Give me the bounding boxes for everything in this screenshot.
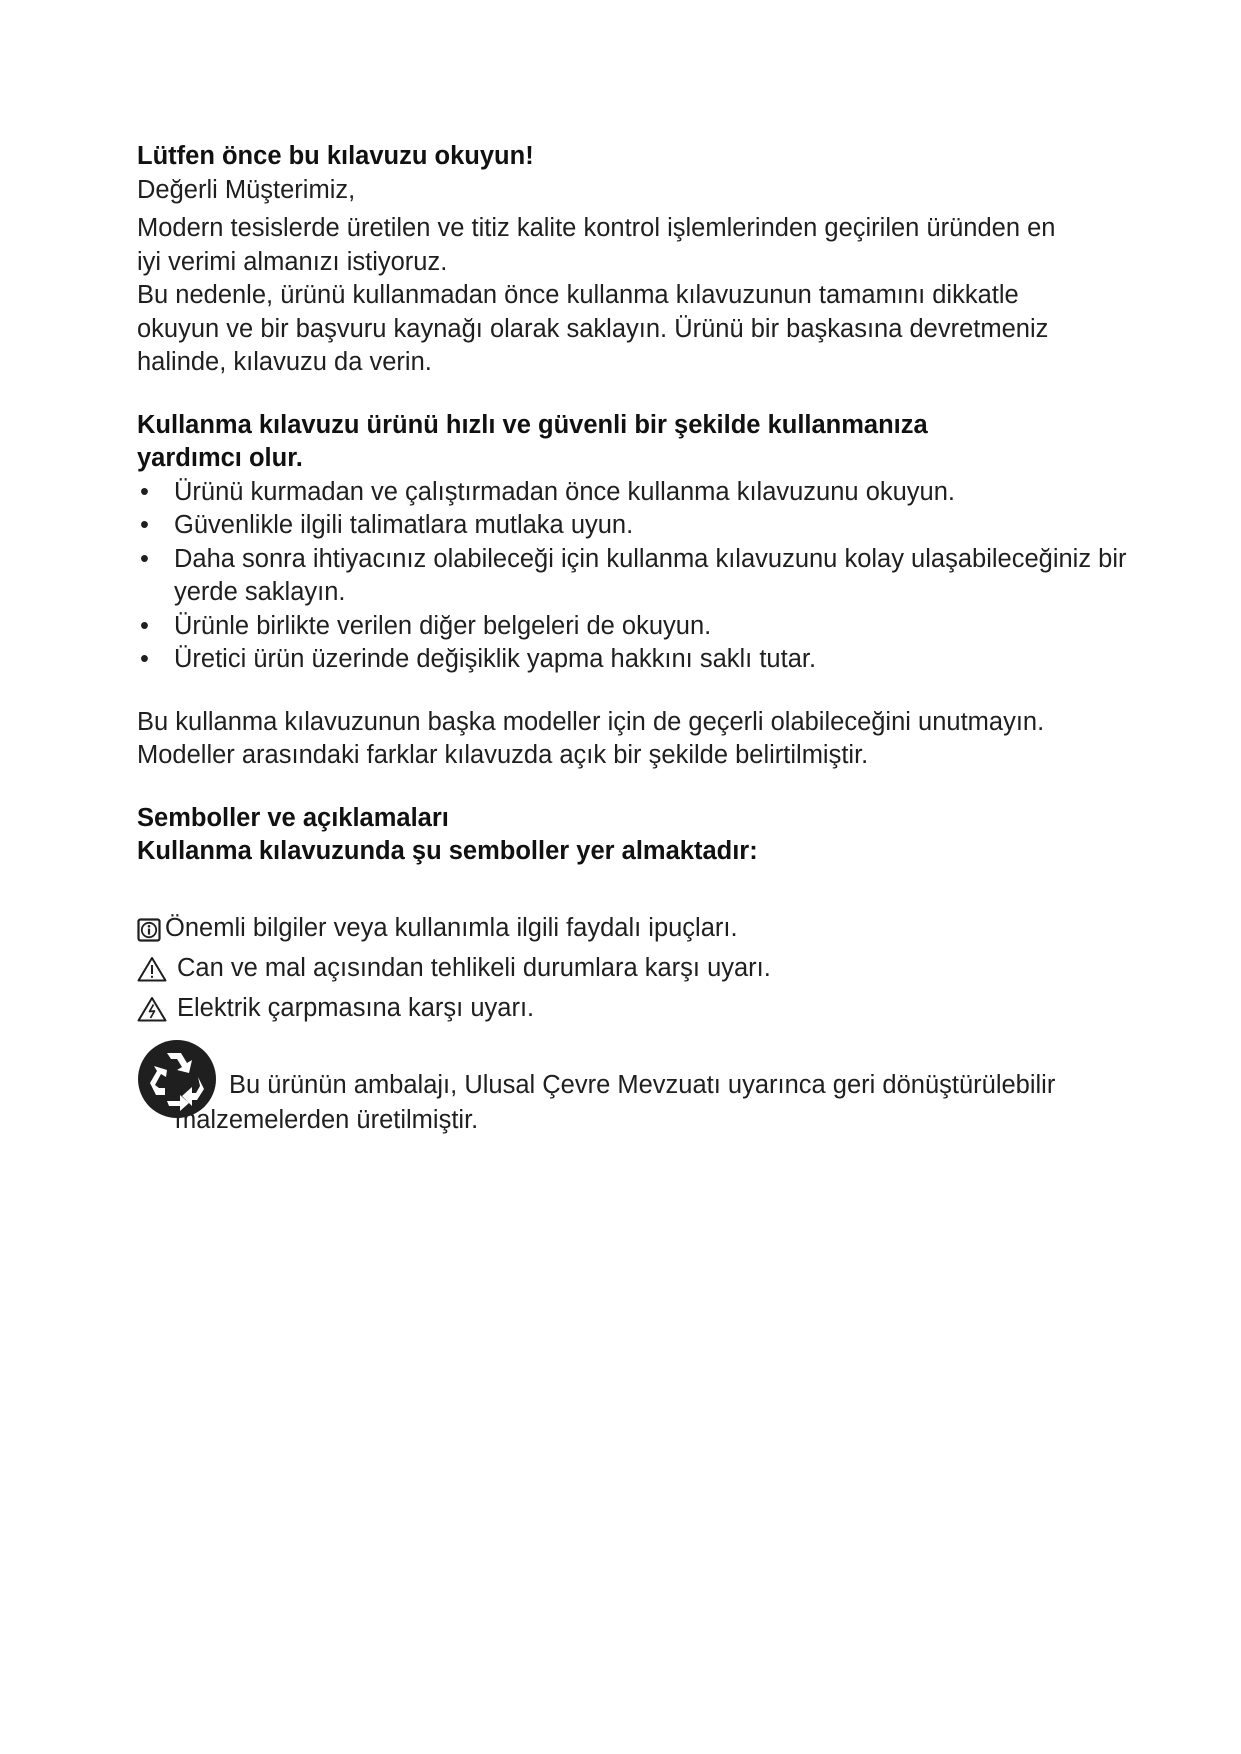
symbol-row-info: [137, 909, 1177, 949]
symbol-text: Can ve mal açısından tehlikeli durumlara karşı uyarı.: [177, 953, 771, 982]
intro-paragraph-line: halinde, kılavuzu da verin.: [137, 348, 432, 376]
models-note-line: Bu kullanma kılavuzunun başka modeller için de geçerli olabileceğini unutmayın.: [137, 707, 1045, 736]
recycle-text: Bu ürünün ambalajı, Ulusal Çevre Mevzuatı uyarınca geri dönüştürülebilir: [229, 1070, 1056, 1099]
bullet-icon: •: [140, 477, 149, 506]
symbol-row-recycle: [137, 1039, 1177, 1139]
list-item: [137, 543, 1177, 577]
symbol-text: Önemli bilgiler veya kullanımla ilgili faydalı ipuçları.: [165, 913, 738, 942]
guide-heading: yardımcı olur.: [137, 444, 303, 472]
intro-heading: Lütfen önce bu kılavuzu okuyun!: [137, 142, 534, 170]
intro-paragraph-line: Modern tesislerde üretilen ve titiz kalite kontrol işlemlerinden geçirilen üründen en: [137, 214, 1056, 242]
electric-warning-icon: [137, 996, 167, 1022]
list-item-continuation: [137, 576, 1177, 610]
symbol-text: Elektrik çarpmasına karşı uyarı.: [177, 993, 535, 1022]
list-item: [137, 476, 1177, 510]
guide-section: [137, 409, 1177, 677]
symbol-row-warning: [137, 949, 1177, 989]
symbols-heading: Semboller ve açıklamaları: [137, 803, 449, 832]
list-item-text: Üretici ürün üzerinde değişiklik yapma hakkını saklı tutar.: [174, 645, 817, 673]
bullet-icon: •: [140, 511, 149, 539]
bullet-icon: •: [140, 544, 149, 573]
list-item: [137, 509, 1177, 543]
intro-paragraph-1: [137, 212, 1177, 279]
warning-triangle-icon: [137, 956, 167, 982]
list-item: [137, 643, 1177, 677]
symbols-section: [137, 802, 1177, 1139]
models-note-line: Modeller arasındaki farklar kılavuzda açık bir şekilde belirtilmiştir.: [137, 741, 869, 769]
list-item-text: Güvenlikle ilgili talimatlara mutlaka uyun.: [174, 511, 634, 539]
symbol-row-electric: [137, 989, 1177, 1029]
intro-paragraph-line: okuyun ve bir başvuru kaynağı olarak saklayın. Ürünü bir başkasına devretmeniz: [137, 314, 1049, 343]
guide-heading: Kullanma kılavuzu ürünü hızlı ve güvenli bir şekilde kullanmanıza: [137, 410, 928, 439]
manual-page: [137, 140, 1177, 1139]
list-item-text: Ürünü kurmadan ve çalıştırmadan önce kullanma kılavuzunu okuyun.: [174, 477, 955, 506]
list-item-text: Ürünle birlikte verilen diğer belgeleri de okuyun.: [174, 611, 712, 640]
models-note: [137, 706, 1177, 773]
list-item-text: yerde saklayın.: [174, 578, 346, 606]
recycle-text: malzemelerden üretilmiştir.: [175, 1105, 479, 1134]
list-item: [137, 610, 1177, 644]
bullet-icon: •: [140, 645, 149, 673]
salutation: Değerli Müşterimiz,: [137, 175, 356, 204]
guide-bullet-list: [137, 476, 1177, 677]
intro-paragraph-line: iyi verimi almanızı istiyoruz.: [137, 247, 448, 276]
info-icon: [137, 918, 161, 942]
symbols-subheading: Kullanma kılavuzunda şu semboller yer almaktadır:: [137, 837, 758, 865]
intro-paragraph-line: Bu nedenle, ürünü kullanmadan önce kullanma kılavuzunun tamamını dikkatle: [137, 281, 1019, 309]
symbol-list: [137, 909, 1177, 1139]
bullet-icon: •: [140, 611, 149, 640]
intro-section: [137, 140, 1177, 380]
intro-paragraph-2: [137, 279, 1177, 380]
list-item-text: Daha sonra ihtiyacınız olabileceği için kullanma kılavuzunu kolay ulaşabileceğiniz bir: [174, 544, 1127, 573]
